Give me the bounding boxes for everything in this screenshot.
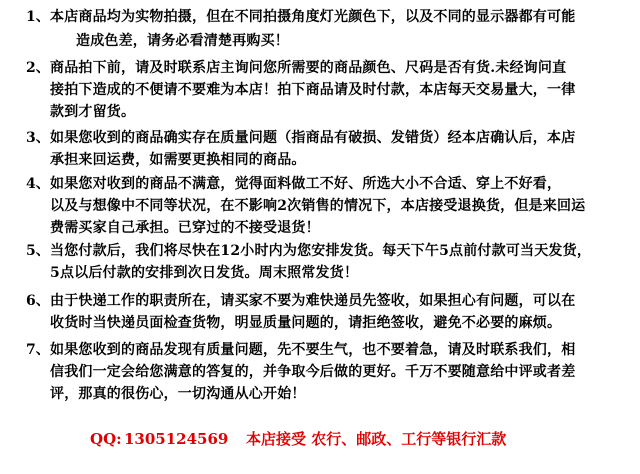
item-line: 接拍下造成的不便请不要难为本店！拍下商品请及时付款，本店每天交易量大，一律 — [50, 82, 576, 98]
item-line: 如果您收到的商品发现有质量问题，先不要生气，也不要着急，请及时联系我们，相 — [50, 342, 576, 358]
item-number: 1、 — [26, 9, 50, 25]
payment-info: 本店接受 农行、邮政、工行等银行汇款 — [246, 430, 507, 448]
item-line: 商品拍下前，请及时联系店主询问您所需要的商品颜色、尺码是否有货.未经询问直 — [50, 60, 567, 76]
item-line: 5点以后付款的安排到次日发货。周末照常发货！ — [50, 265, 359, 281]
item-line: 费需买家自己承担。已穿过的不接受退货！ — [50, 220, 320, 236]
item-line: 如果您收到的商品确实存在质量问题（指商品有破损、发错货）经本店确认后，本店 — [50, 130, 576, 146]
item-line: 信我们一定会给您满意的答复的，并争取今后做的更好。千万不要随意给中评或者差 — [50, 364, 576, 380]
item-number: 5、 — [26, 243, 50, 259]
contact-footer — [0, 428, 640, 452]
item-line: 以及与想像中不同等状况，在不影响2次销售的情况下，本店接受退换货，但是来回运 — [50, 198, 586, 214]
item-number: 6、 — [26, 293, 50, 309]
item-line: 评，那真的很伤心，一切沟通从心开始！ — [50, 386, 306, 402]
item-number: 4、 — [26, 176, 50, 192]
item-line: 当您付款后，我们将尽快在12小时内为您安排发货。每天下午5点前付款可当天发货， — [50, 243, 592, 259]
item-line: 承担来回运费，如需要更换相同的商品。 — [50, 152, 306, 168]
item-line: 收货时当快递员面检查货物，明显质量问题的，请拒绝签收，避免不必要的麻烦。 — [50, 315, 562, 331]
item-line: 本店商品均为实物拍摄，但在不同拍摄角度灯光颜色下，以及不同的显示器都有可能 — [50, 9, 576, 25]
item-line: 由于快递工作的职责所在，请买家不要为难快递员先签收，如果担心有问题，可以在 — [50, 293, 576, 309]
item-line: 如果您对收到的商品不满意，觉得面料做工不好、所选大小不合适、穿上不好看， — [50, 176, 562, 192]
item-number: 7、 — [26, 342, 50, 358]
item-number: 3、 — [26, 130, 50, 146]
qq-label: QQ: — [90, 430, 122, 448]
item-line: 造成色差，请务必看清楚再购买！ — [76, 33, 289, 49]
qq-number: 1305124569 — [124, 430, 229, 448]
item-number: 2、 — [26, 60, 50, 76]
item-line: 款到才留货。 — [50, 104, 136, 120]
